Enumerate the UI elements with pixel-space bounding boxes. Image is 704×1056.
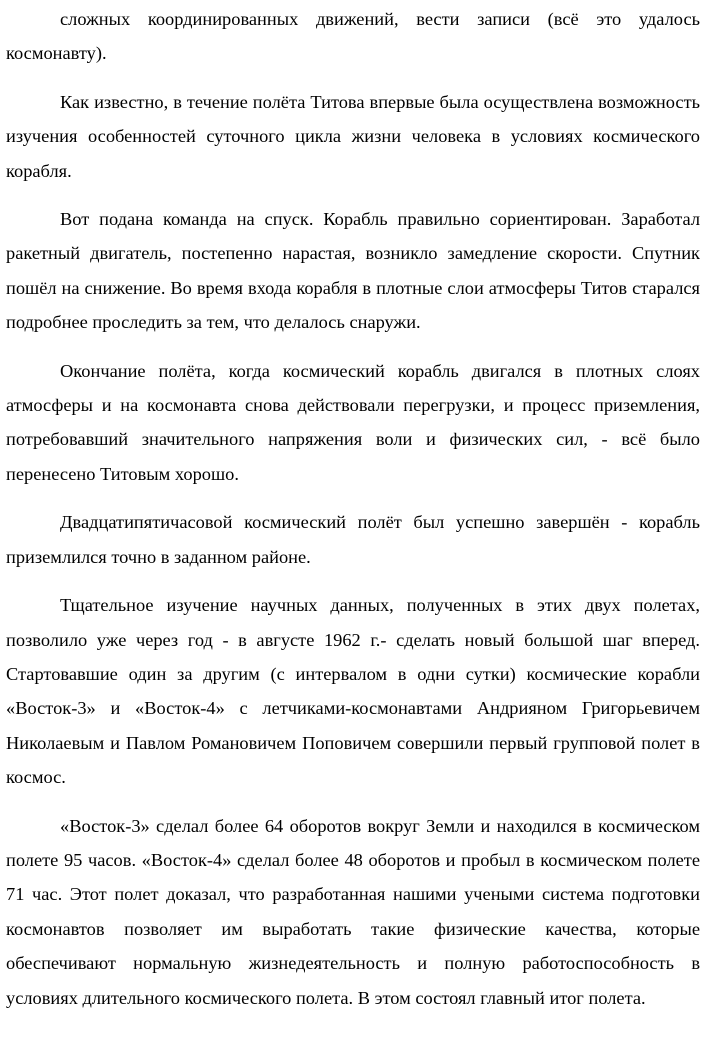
paragraph-7: «Восток-3» сделал более 64 оборотов вокруг Земли и находился в космическом полете 95 часов. «Восток-4» сделал более 48 оборотов и пробыл в космическом полете 71 час. Этот полет доказал, что разработанная нашими учеными система подготовки космонавтов позволяет им выработать такие физические качества, которые обеспечивают нормальную жизнедеятельность и полную работоспособность в условиях длительного космического полета. В этом состоял главный итог полета. [6, 815, 700, 1008]
paragraph-6: Тщательное изучение научных данных, полученных в этих двух полетах, позволило уже через год - в августе 1962 г.- сделать новый большой шаг вперед. Стартовавшие один за другим (с интервалом в одни сутки) космические корабли «Восток-3» и «Восток-4» с летчиками-космонавтами Андрияном Григорьевичем Николаевым и Павлом Романовичем Поповичем совершили первый групповой полет в космос. [6, 595, 700, 788]
paragraph-2: Как известно, в течение полёта Титова впервые была осуществлена возможность изучения особенностей суточного цикла жизни человека в условиях космического корабля. [6, 91, 700, 181]
paragraph-4: Окончание полёта, когда космический корабль двигался в плотных слоях атмосферы и на космонавта снова действовали перегрузки, и процесс приземления, потребовавший значительного напряжения воли и физических сил, - всё было перенесено Титовым хорошо. [6, 360, 700, 484]
paragraph-3: Вот подана команда на спуск. Корабль правильно сориентирован. Заработал ракетный двигатель, постепенно нарастая, возникло замедление скорости. Спутник пошёл на снижение. Во время входа корабля в плотные слои атмосферы Титов старался подробнее проследить за тем, что делалось снаружи. [6, 209, 700, 333]
paragraph-5: Двадцатипятичасовой космический полёт был успешно завершён - корабль приземлился точно в заданном районе. [6, 512, 700, 567]
paragraph-1: сложных координированных движений, вести записи (всё это удалось космонавту). [6, 9, 700, 64]
